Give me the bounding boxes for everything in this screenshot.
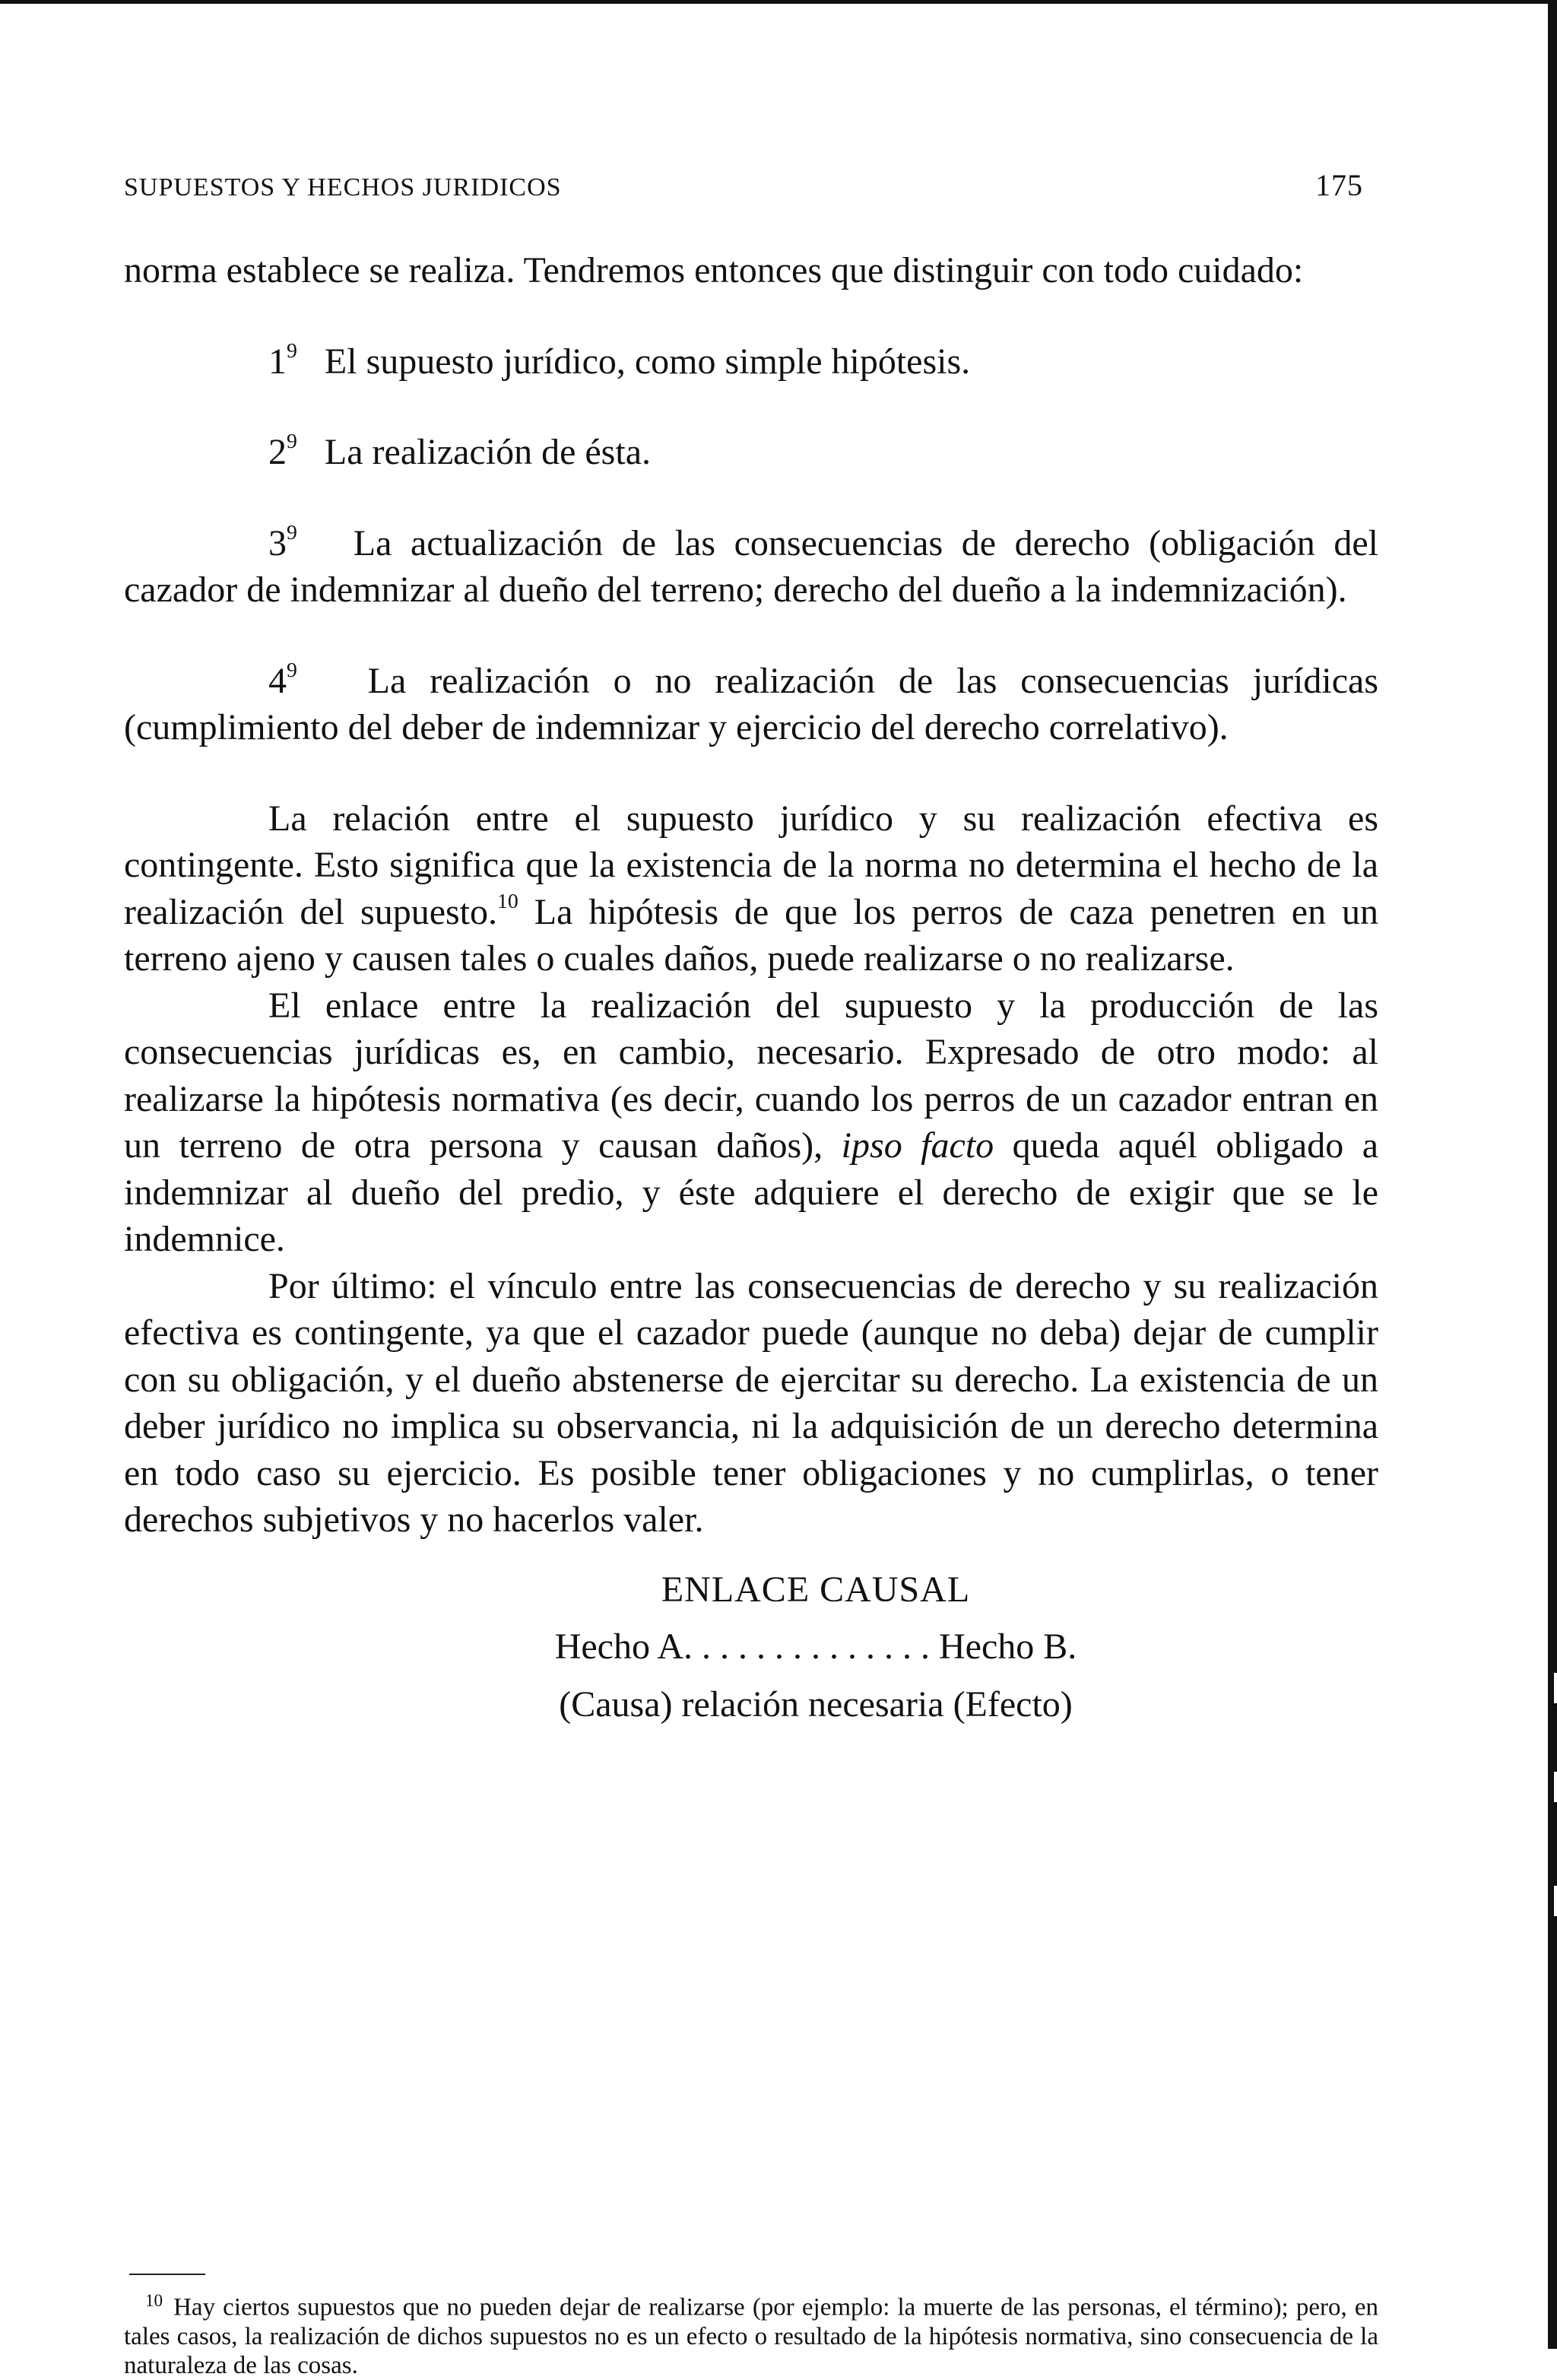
running-title: SUPUESTOS Y HECHOS JURIDICOS <box>124 173 562 202</box>
footnote-reference: 10 <box>497 889 518 913</box>
scan-mark <box>1554 1772 1557 1802</box>
list-item-3 <box>124 520 1378 614</box>
scan-border-right <box>1548 0 1557 2349</box>
list-marker: $4^9$ <box>268 658 297 701</box>
list-item-text: La realización de ésta. <box>324 432 651 472</box>
list-marker: $1^9$ <box>268 338 297 382</box>
list-item-text: La actualización de las consecuencias de derecho (obligación del cazador de indemnizar al dueño del terreno; derecho del dueño a la indemnización). <box>124 522 1379 610</box>
page-header <box>124 167 1363 203</box>
causal-line-facts: Hecho A. . . . . . . . . . . . . . Hecho B. <box>554 1626 1077 1667</box>
causal-title: ENLACE CAUSAL <box>661 1569 971 1610</box>
causal-line-relation: (Causa) relación necesaria (Efecto) <box>559 1683 1073 1725</box>
scan-mark <box>1554 1886 1557 1916</box>
paragraph-necessity: El enlace entre la realización del supuesto y la producción de las consecuencias jurídicas es, en cambio, necesario. Expresado de otro modo: al realizarse la hipótesis normativa (es decir, cuando los perros de un cazador entran en un terreno de otra persona y causan daños), ipso facto queda aquél obligado a indemnizar al dueño del predio, y éste adquiere el derecho de exigir que se le indemnice. <box>124 985 1378 1259</box>
footnote-rule <box>129 2274 205 2275</box>
list-item-text: El supuesto jurídico, como simple hipótesis. <box>324 341 971 382</box>
latin-phrase: ipso facto <box>841 1125 994 1166</box>
list-marker: $2^9$ <box>268 430 297 472</box>
footnote-text: Hay ciertos supuestos que no pueden dejar de realizarse (por ejemplo: la muerte de las personas, el término); pero, en tales casos, la realización de dichos supuestos no es un efecto o resultado de la hipótesis normativa, sino consecuencia de la naturaleza de las cosas. <box>124 2293 1378 2379</box>
list-item-1 <box>124 338 1378 386</box>
list-item-text: La realización o no realización de las consecuencias jurídicas (cumplimiento del deber de indemnizar y ejercicio del derecho correlativo). <box>124 660 1379 747</box>
scan-border-top <box>0 0 1557 4</box>
body-text <box>124 247 1378 1728</box>
causal-link-block <box>124 1566 1378 1728</box>
intro-paragraph: norma establece se realiza. Tendremos entonces que distinguir con todo cuidado: <box>124 250 1304 290</box>
footnote-number: 10 <box>145 2290 163 2310</box>
page-number: 175 <box>1315 168 1363 202</box>
list-marker: $3^9$ <box>268 520 297 563</box>
scan-mark <box>1554 1673 1557 1703</box>
list-item-2 <box>124 429 1378 476</box>
list-item-4 <box>124 658 1378 751</box>
paragraph-last: Por último: el vínculo entre las consecuencias de derecho y su realización efectiva es contingente, ya que el cazador puede (aunque no deba) dejar de cumplir con su obligación, y el dueño abstenerse de ejercitar su derecho. La existencia de un deber jurídico no implica su observancia, ni la adquisición de un derecho determina en todo caso su ejercicio. Es posible tener obligaciones y no cumplirlas, o tener derechos subjetivos y no hacerlos valer. <box>124 1265 1378 1540</box>
footnote <box>124 2286 1378 2380</box>
paragraph-contingency: La relación entre el supuesto jurídico y su realización efectiva es contingente. Esto significa que la existencia de la norma no determina el hecho de la realización del supuesto.$^{10}$ La hipótesis de que los perros de caza penetren en un terreno ajeno y causen tales o cuales daños, puede realizarse o no realizarse. <box>124 798 1379 979</box>
